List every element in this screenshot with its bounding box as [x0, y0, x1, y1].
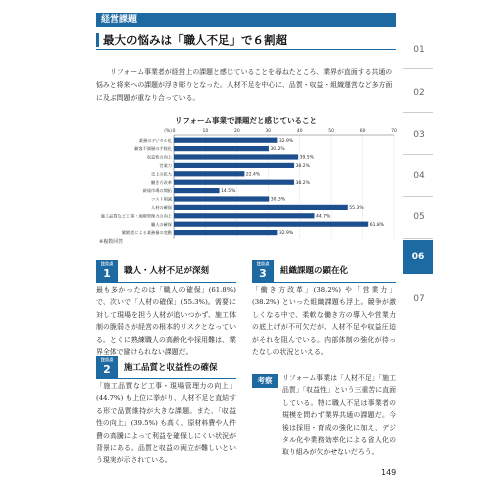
x-tick-label: 70	[391, 129, 397, 134]
page-number: 149	[381, 468, 397, 477]
bar-chart	[96, 124, 398, 240]
page-title: 最大の悩みは「職人不足」で６割超	[103, 33, 287, 47]
chart-note: ※複数回答	[99, 239, 124, 245]
nav-divider	[403, 112, 433, 113]
category-label: 営業力	[159, 163, 172, 168]
chart-title: リフォーム事業で課題だと感じていること	[174, 116, 318, 125]
nav-item-02[interactable]: 02	[413, 88, 425, 98]
section-3-title: 組織課題の顕在化	[280, 266, 349, 276]
section-2-body: 「施工品質など工事・現場管理力の向上」(44.7%) も上位に挙がり、人材不足と直結する形で品質維持が大きな課題。また、「収益性の向上」(39.5%) も高く、原材料費や人件費の高騰によって利益を確保しにくい状況が背景にある。品質と収益の両立が難しいという現実が示されている。	[96, 382, 236, 465]
section-3-rule	[252, 282, 396, 283]
kousatsu-badge: 考察	[252, 374, 278, 388]
x-tick-label: 10	[202, 129, 209, 134]
bar-value-label: 22.4%	[245, 172, 261, 178]
category-label: コスト削減	[151, 196, 172, 202]
nav-divider	[403, 154, 433, 155]
bar-value-label: 38.2%	[295, 180, 310, 186]
bar-value-label: 30.3%	[270, 197, 286, 203]
section-1-badge-top: 注目点	[100, 261, 114, 266]
section-3-badge-num: 3	[259, 267, 267, 280]
axis-unit: (%)	[164, 129, 172, 134]
bar-value-label: 14.5%	[221, 189, 236, 195]
section-1-badge-num: 1	[103, 267, 111, 280]
category-label: 収益性の向上	[146, 154, 172, 160]
section-2-title: 施工品質と収益性の確保	[124, 363, 218, 373]
bar	[174, 205, 348, 210]
category-label: 職人の確保	[151, 221, 172, 227]
bar	[174, 230, 277, 235]
bar	[174, 163, 294, 168]
bar-value-label: 32.9%	[278, 138, 294, 144]
bar	[174, 222, 368, 227]
section-2-rule	[96, 378, 236, 379]
section-1-badge	[96, 260, 118, 282]
bar-value-label: 32.9%	[278, 231, 294, 237]
bar	[174, 196, 269, 201]
category-label: 顧客不満層の手数化	[134, 146, 172, 152]
bar	[174, 154, 298, 159]
nav-item-07[interactable]: 07	[413, 294, 425, 304]
category-label: 繁閑差による業務量の変動	[121, 230, 172, 236]
section-2-badge	[96, 356, 118, 378]
x-tick-label: 20	[233, 129, 240, 134]
bar	[174, 138, 277, 143]
nav-divider	[403, 68, 433, 69]
bar	[174, 188, 220, 193]
section-3-body: 「働き方改革」(38.2%) や「営業力」(38.2%) といった組織課題も浮上。競争が激しくなる中で、柔軟な働き方の導入や営業力の底上げが不可欠だが、人材不足や収益圧迫がそれを阻んでいる。内部体制の強化が待ったなしの状況といえる。	[252, 286, 396, 357]
nav-divider	[403, 238, 433, 239]
section-1-title: 職人・人材不足が深刻	[124, 266, 210, 276]
x-tick-label: 30	[265, 129, 272, 134]
category-label: 新規市場の開拓	[142, 188, 172, 194]
bar-value-label: 38.2%	[295, 164, 310, 169]
category-label: 働き方改革	[151, 179, 172, 185]
nav-item-05[interactable]: 05	[413, 212, 425, 222]
kousatsu-body: リフォーム事業は「人材不足」「施工品質」「収益性」という三重苦に直面している。特に職人不足は事業者の規模を問わず業界共通の課題だ。今後は採用・育成の強化に加え、デジタル化や業務効率化による省人化の取り組みが欠かせないだろう。	[282, 374, 396, 457]
section-1-rule	[96, 282, 236, 283]
category-label: 人材の確保	[151, 205, 172, 210]
section-2-badge-num: 2	[103, 363, 111, 376]
bar-value-label: 39.5%	[299, 155, 314, 161]
x-tick-label: 60	[359, 129, 366, 134]
nav-item-04[interactable]: 04	[413, 171, 425, 181]
bar-value-label: 30.2%	[270, 147, 285, 153]
bar-value-label: 61.8%	[369, 222, 385, 228]
nav-item-06[interactable]: 06	[411, 252, 425, 262]
category-label: 業務のデジタル化	[138, 137, 172, 143]
section-tag: 経営課題	[101, 15, 138, 25]
x-tick-label: 50	[328, 129, 335, 134]
bar	[174, 180, 294, 185]
section-3-badge	[252, 260, 274, 282]
intro-paragraph: リフォーム事業者が経営上の課題と感じていることを尋ねたところ、業界が直面する共通の悩みと将来への課題が浮き彫りとなった。人材不足を中心に、品質・収益・組織運営など多方面に及ぶ問題が重なり合っている。	[96, 68, 393, 102]
x-tick-label: 0	[172, 129, 176, 134]
section-2-badge-top: 注目点	[100, 357, 114, 362]
title-accent	[96, 33, 99, 47]
bar-value-label: 44.7%	[315, 214, 331, 220]
nav-item-03[interactable]: 03	[413, 130, 425, 140]
section-3-badge-top: 注目点	[256, 261, 270, 266]
bar-value-label: 55.3%	[349, 206, 364, 211]
x-tick-label: 40	[296, 129, 303, 134]
header-bar	[96, 13, 396, 27]
category-label: 施工品質など工事・現場管理力の向上	[100, 213, 172, 219]
bar	[174, 146, 269, 151]
bar	[174, 213, 314, 218]
nav-item-01[interactable]: 01	[413, 45, 425, 55]
category-label: 売上の拡大	[151, 171, 172, 177]
section-1-body: 最も多かったのは「職人の確保」(61.8%) で、次いで「人材の確保」(55.3%)。需要に対して現場を担う人材が追いつかず、施工体制の脆弱さが経営の根本的リスクとなっている。とくに熟練職人の高齢化や採用難は、業界全体で避けられない課題だ。	[96, 286, 236, 357]
nav-divider	[403, 196, 433, 197]
bar	[174, 171, 244, 176]
